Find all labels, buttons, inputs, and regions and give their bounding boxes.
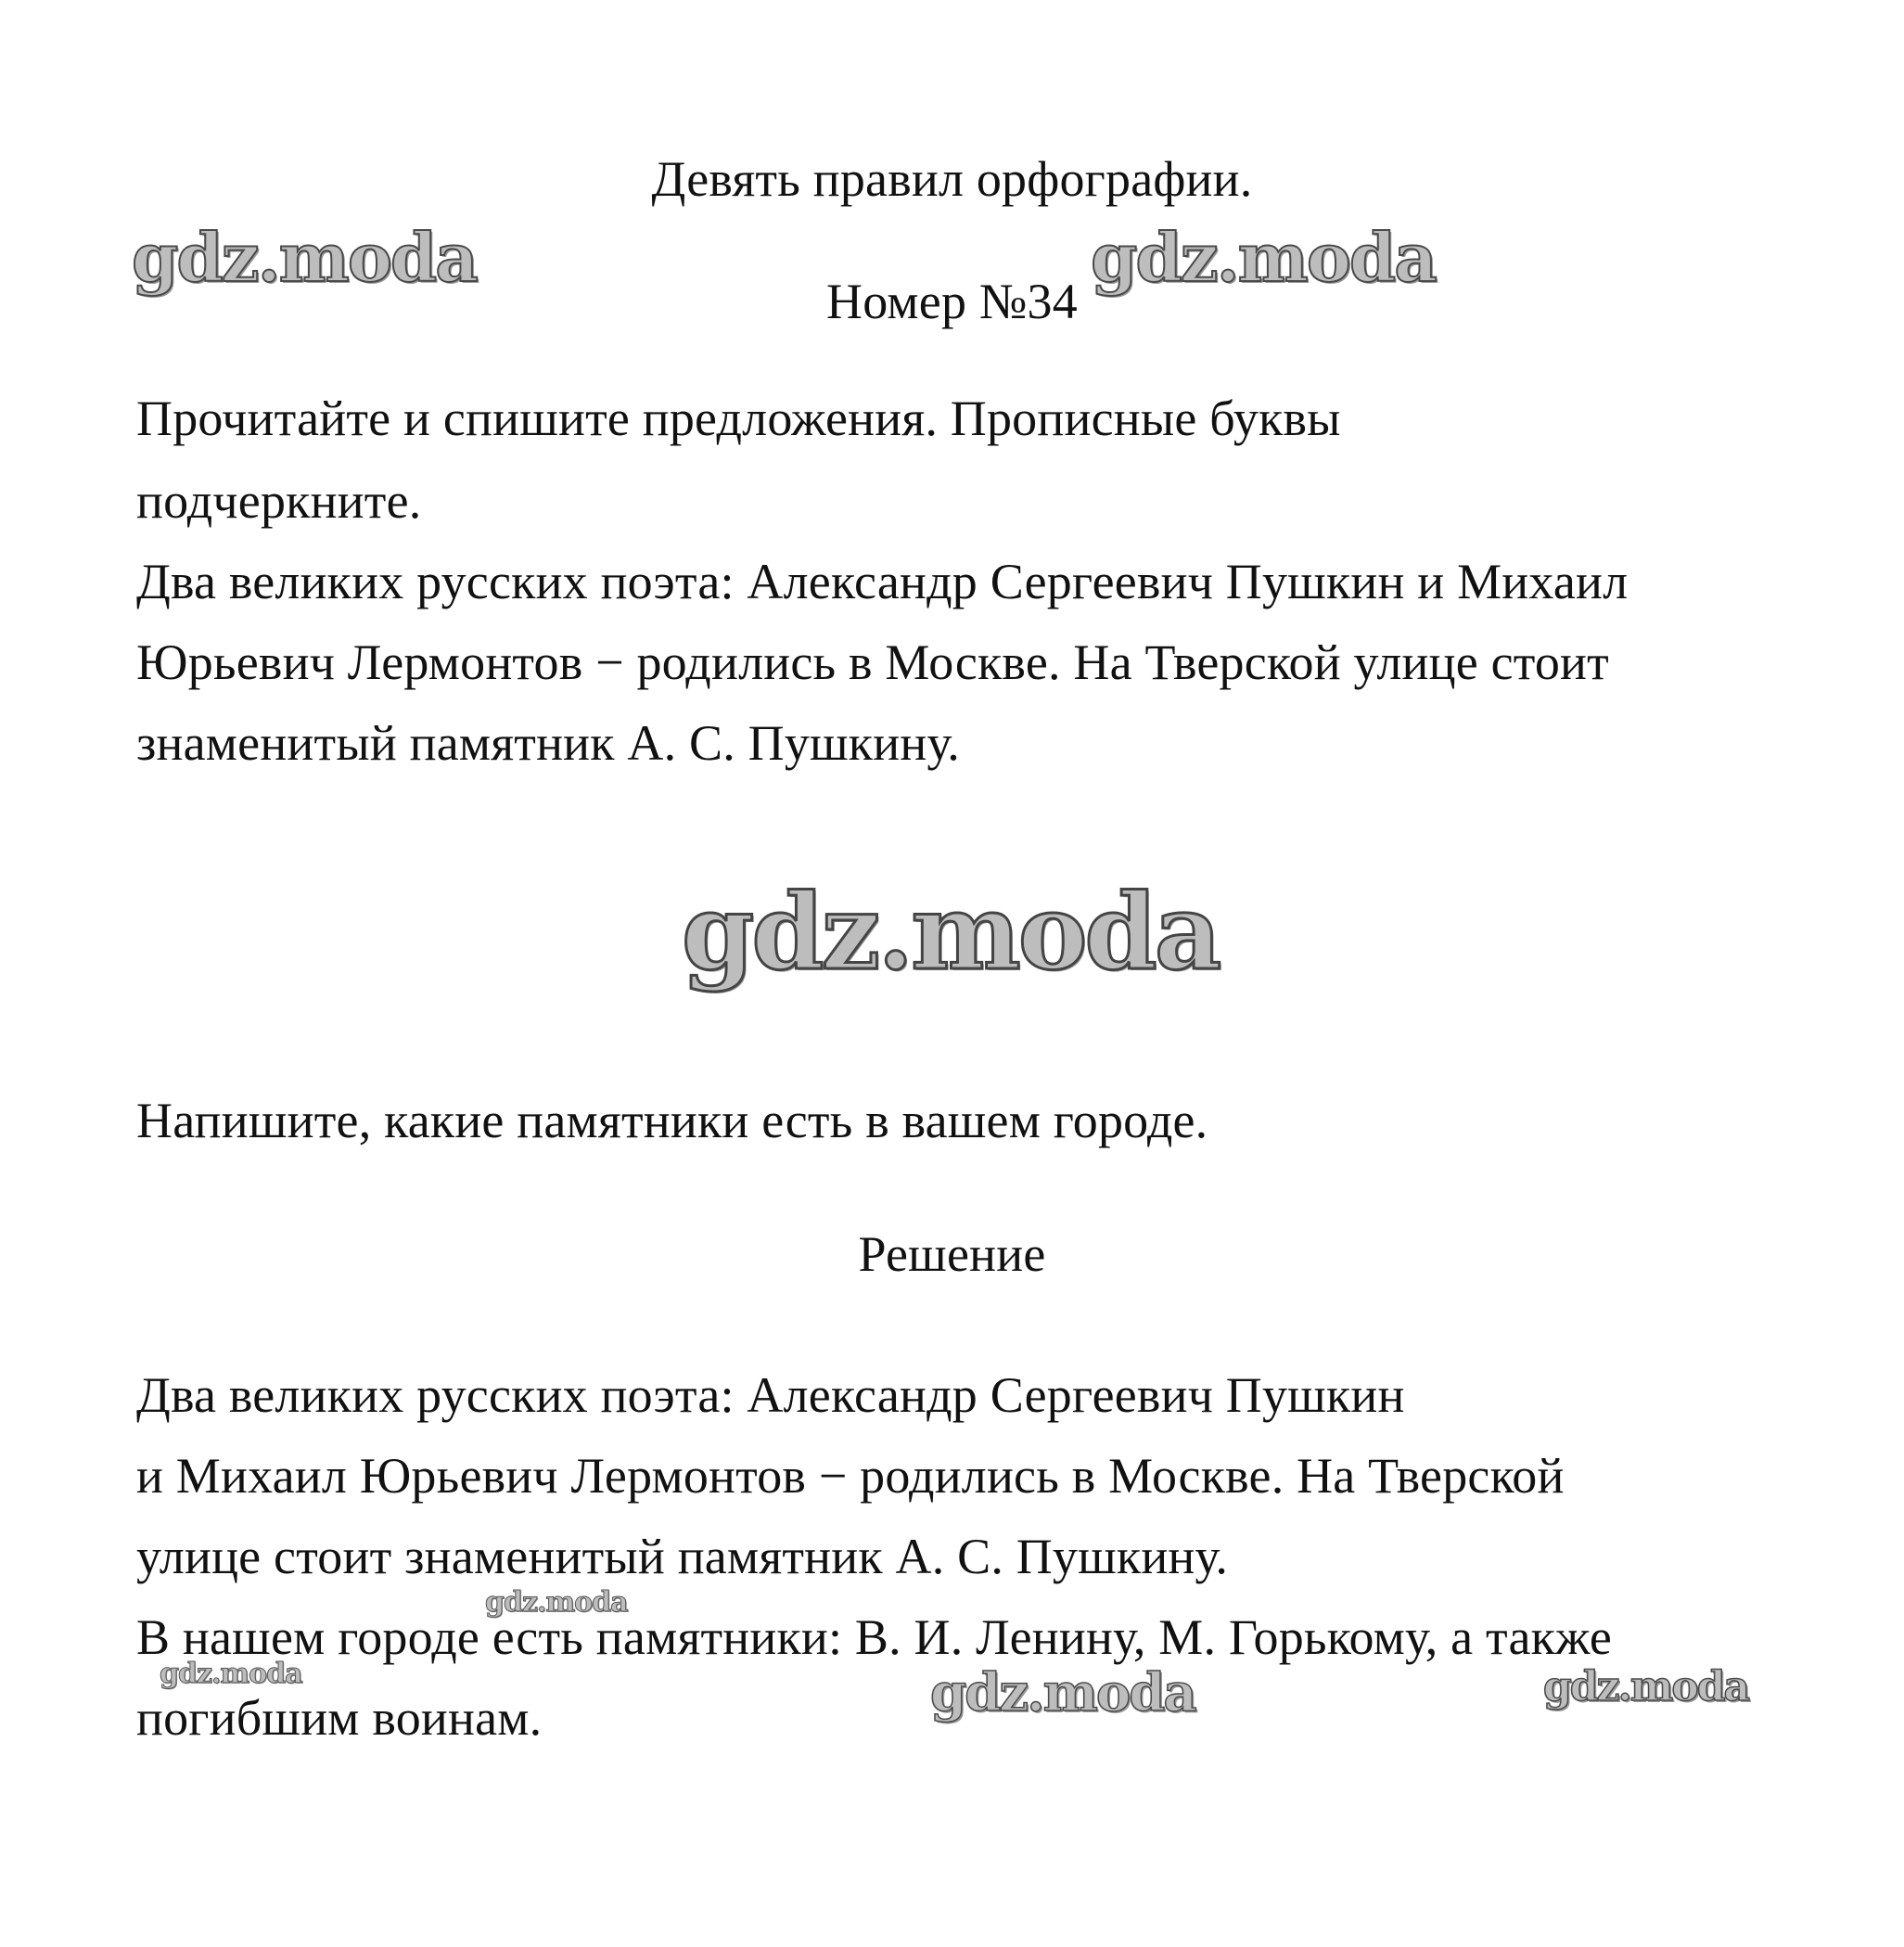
solution-heading: Решение <box>858 1226 1046 1282</box>
watermark-logo: gdz.moda <box>1543 1663 1749 1710</box>
page-title: Девять правил орфографии. <box>651 151 1253 207</box>
watermark-logo: gdz.moda <box>485 1586 628 1619</box>
watermark-logo: gdz.moda <box>682 872 1220 993</box>
watermark-logo: gdz.moda <box>930 1662 1195 1723</box>
solution-line: улице стоит знаменитый памятник А. С. Пушкину. <box>136 1529 1229 1584</box>
task-line: Два великих русских поэта: Александр Сергеевич Пушкин и Михаил <box>136 554 1629 609</box>
solution-line: и Михаил Юрьевич Лермонтов − родились в Москве. На Тверской <box>136 1448 1565 1504</box>
watermark-logo: gdz.moda <box>1091 218 1436 297</box>
watermark-logo: gdz.moda <box>132 218 477 297</box>
task-line: Юрьевич Лермонтов − родились в Москве. На Тверской улице стоит <box>136 634 1609 690</box>
solution-line: Два великих русских поэта: Александр Сергеевич Пушкин <box>136 1367 1405 1423</box>
solution-line: погибшим воинам. <box>136 1690 543 1746</box>
task-extra: Напишите, какие памятники есть в вашем городе. <box>136 1093 1208 1148</box>
solution-line: В нашем городе есть памятники: В. И. Ленину, М. Горькому, а также <box>136 1609 1613 1665</box>
exercise-number: Номер №34 <box>826 274 1078 329</box>
task-line: подчеркните. <box>136 473 422 529</box>
watermark-logo: gdz.moda <box>160 1658 302 1690</box>
task-line: знаменитый памятник А. С. Пушкину. <box>136 715 960 771</box>
task-line: Прочитайте и спишите предложения. Прописные буквы <box>136 391 1341 446</box>
